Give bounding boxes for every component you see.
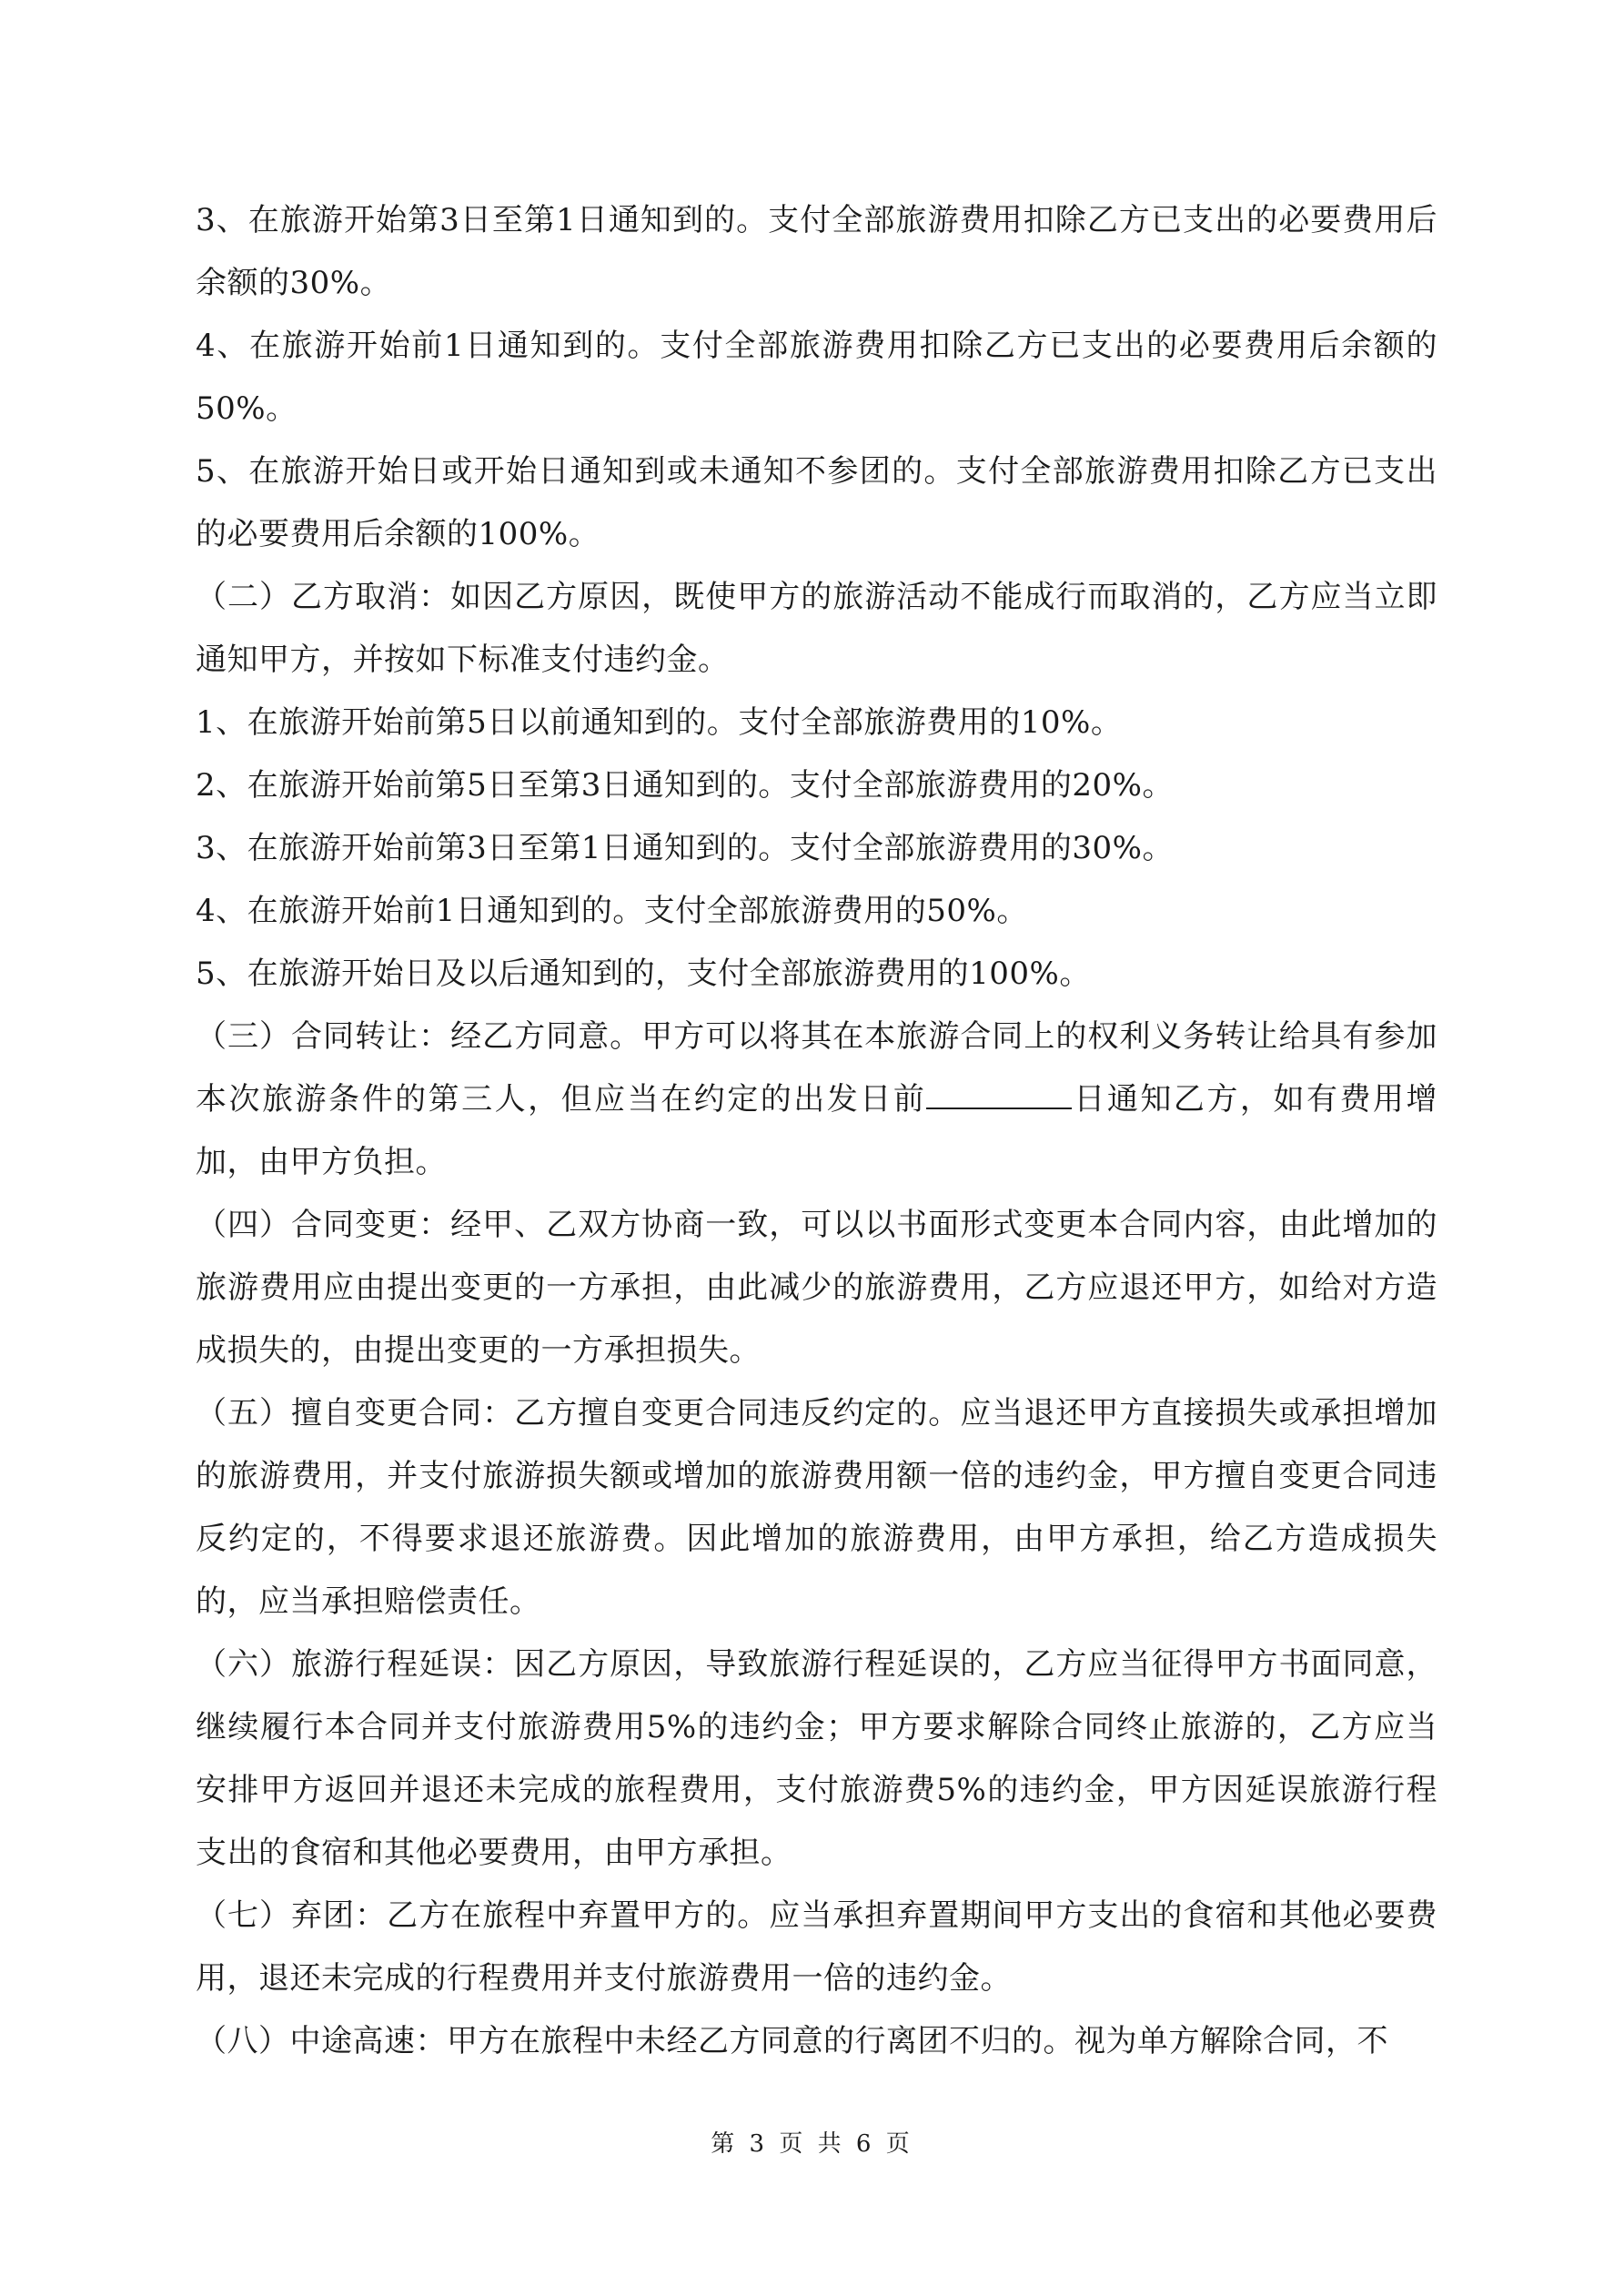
clause-paragraph: 5、在旅游开始日及以后通知到的，支付全部旅游费用的100%。 — [196, 956, 1091, 992]
fill-in-blank — [926, 1077, 1072, 1109]
clause-paragraph: 2、在旅游开始前第5日至第3日通知到的。支付全部旅游费用的20%。 — [196, 767, 1174, 804]
clause-paragraph: 4、在旅游开始前1日通知到的。支付全部旅游费用扣除乙方已支出的必要费用后余额的50%。 — [196, 328, 1437, 427]
clause-paragraph: （二）乙方取消：如因乙方原因，既使甲方的旅游活动不能成行而取消的，乙方应当立即通知甲方，并按如下标准支付违约金。 — [196, 579, 1437, 678]
clause-paragraph: 4、在旅游开始前1日通知到的。支付全部旅游费用的50%。 — [196, 893, 1028, 929]
clause-paragraph: （七）弃团：乙方在旅程中弃置甲方的。应当承担弃置期间甲方支出的食宿和其他必要费用，退还未完成的行程费用并支付旅游费用一倍的违约金。 — [196, 1897, 1437, 1997]
clause-paragraph: （八）中途高速：甲方在旅程中未经乙方同意的行离团不归的。视为单方解除合同，不 — [196, 2023, 1388, 2059]
transfer-clause-text: （三）合同转让：经乙方同意。甲方可以将其在本旅游合同上的权利义务转让给具有参加本次旅游条件的第三人，但应当在约定的出发日前 — [196, 1018, 1437, 1118]
clause-paragraph: 1、在旅游开始前第5日以前通知到的。支付全部旅游费用的10%。 — [196, 704, 1123, 741]
clause-paragraph: （五）擅自变更合同：乙方擅自变更合同违反约定的。应当退还甲方直接损失或承担增加的旅游费用，并支付旅游损失额或增加的旅游费用额一倍的违约金，甲方擅自变更合同违反约定的，不得要求退还旅游费。因此增加的旅游费用，由甲方承担，给乙方造成损失的，应当承担赔偿责任。 — [196, 1395, 1437, 1620]
clause-paragraph: 5、在旅游开始日或开始日通知到或未通知不参团的。支付全部旅游费用扣除乙方已支出的必要费用后余额的100%。 — [196, 453, 1437, 552]
clause-paragraph: 3、在旅游开始前第3日至第1日通知到的。支付全部旅游费用的30%。 — [196, 830, 1174, 866]
page-number-footer: 第 3 页 共 6 页 — [711, 2130, 913, 2158]
document-body — [196, 189, 1437, 2073]
transfer-clause-paragraph — [196, 1006, 1437, 1194]
clause-paragraph: 3、在旅游开始第3日至第1日通知到的。支付全部旅游费用扣除乙方已支出的必要费用后余额的30%。 — [196, 202, 1437, 301]
transfer-clause-text: 日通知乙方，如有费用增加，由甲方负担。 — [196, 1081, 1438, 1180]
clause-paragraph: （六）旅游行程延误：因乙方原因，导致旅游行程延误的，乙方应当征得甲方书面同意，继续履行本合同并支付旅游费用5%的违约金；甲方要求解除合同终止旅游的，乙方应当安排甲方返回并退还未完成的旅程费用，支付旅游费5%的违约金，甲方因延误旅游行程支出的食宿和其他必要费用，由甲方承担。 — [196, 1646, 1437, 1871]
clause-paragraph: （四）合同变更：经甲、乙双方协商一致，可以以书面形式变更本合同内容，由此增加的旅游费用应由提出变更的一方承担，由此减少的旅游费用，乙方应退还甲方，如给对方造成损失的，由提出变更的一方承担损失。 — [196, 1207, 1437, 1369]
